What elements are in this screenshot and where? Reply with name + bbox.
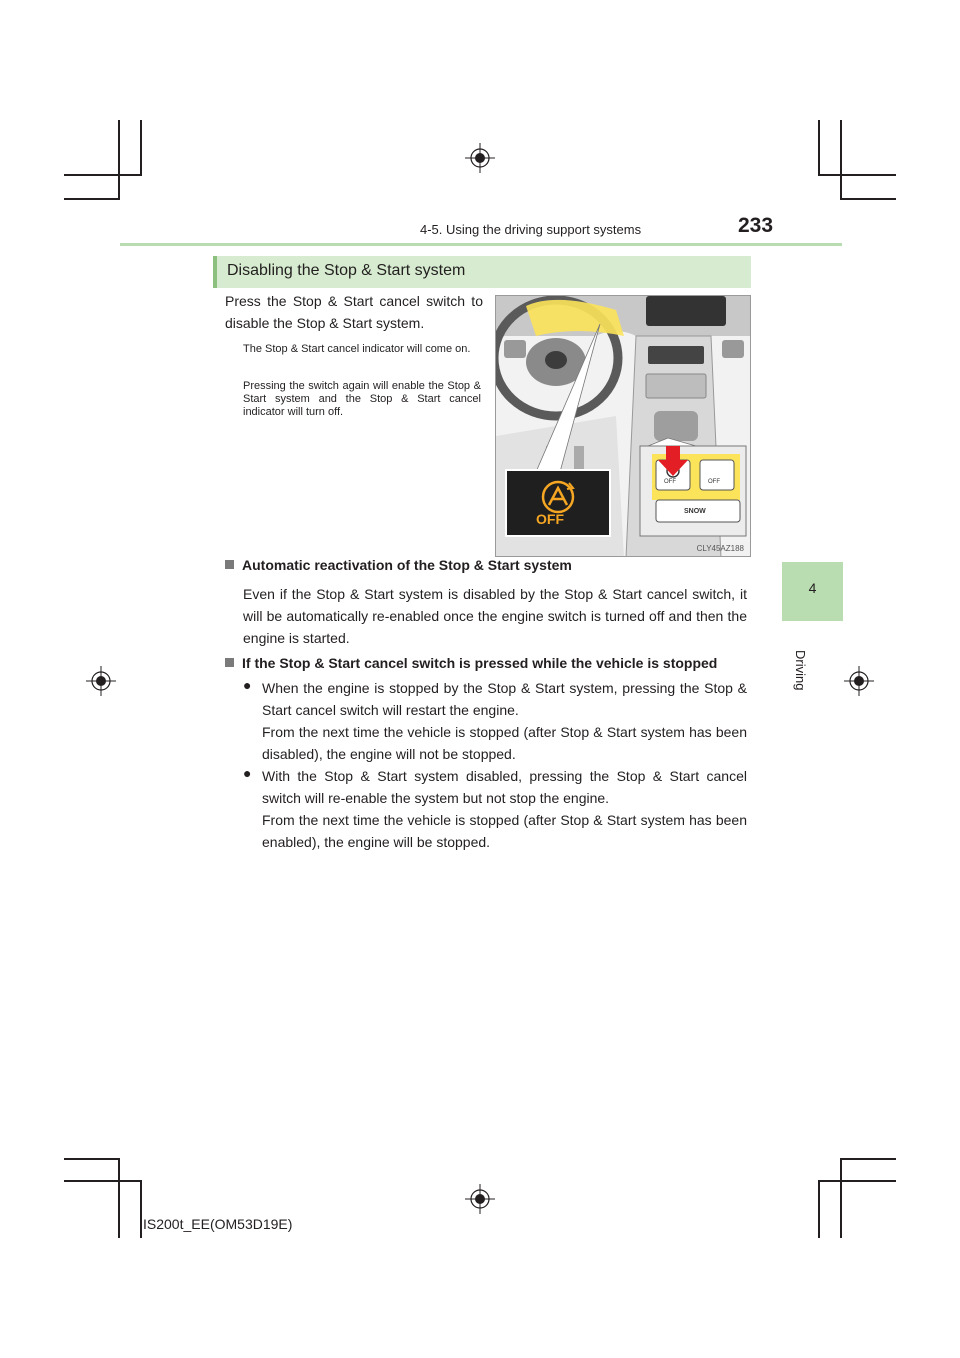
cockpit-drawing bbox=[496, 296, 751, 557]
chapter-tab bbox=[782, 562, 843, 621]
chapter-name: Driving bbox=[793, 650, 808, 691]
dashboard-illustration bbox=[495, 295, 751, 557]
registration-mark-right-icon bbox=[844, 666, 874, 696]
bullet-re-enable-system-followup: From the next time the vehicle is stopped (after Stop & Start system has been enabled), the engine will be stopped. bbox=[262, 812, 747, 850]
running-header-section: 4-5. Using the driving support systems bbox=[420, 222, 642, 237]
switch-off-label-2: OFF bbox=[708, 479, 720, 485]
square-bullet-icon bbox=[225, 658, 234, 667]
bullet-restart-engine: When the engine is stopped by the Stop & Start system, pressing the Stop & Start cancel switch will restart the engine. bbox=[262, 680, 747, 718]
header-rule bbox=[120, 243, 842, 246]
intro-text: Press the Stop & Start cancel switch to disable the Stop & Start system. bbox=[225, 293, 483, 331]
bullet-restart-engine-followup: From the next time the vehicle is stopped (after Stop & Start system has been disabled), the engine will not be stopped. bbox=[262, 724, 747, 762]
registration-mark-left-icon bbox=[86, 666, 116, 696]
topic-text-auto-reactivation: Even if the Stop & Start system is disabled by the Stop & Start cancel switch, it will be automatically re-enabled once the engine switch is turned off and then the engine is started. bbox=[243, 586, 747, 646]
topic-heading-auto-reactivation: Automatic reactivation of the Stop & Start system bbox=[225, 557, 572, 573]
intro-note-re-enable: Pressing the switch again will enable the Stop & Start system and the Stop & Start cancel indicator will turn off. bbox=[243, 380, 481, 418]
topic-heading-pressed-while-stopped: If the Stop & Start cancel switch is pressed while the vehicle is stopped bbox=[225, 655, 717, 671]
round-bullet-icon: ● bbox=[243, 765, 252, 781]
square-bullet-icon bbox=[225, 560, 234, 569]
chapter-number: 4 bbox=[808, 580, 817, 596]
section-title: Disabling the Stop & Start system bbox=[227, 262, 466, 279]
document-id: IS200t_EE(OM53D19E) bbox=[143, 1216, 293, 1232]
registration-mark-top-icon bbox=[465, 143, 495, 173]
intro-note-indicator-on: The Stop & Start cancel indicator will come on. bbox=[243, 343, 471, 355]
registration-mark-bottom-icon bbox=[465, 1184, 495, 1214]
section-header bbox=[213, 256, 751, 288]
round-bullet-icon: ● bbox=[243, 677, 252, 693]
illustration-code: CLY45AZ188 bbox=[696, 544, 744, 553]
page-number: 233 bbox=[738, 214, 774, 237]
bullet-re-enable-system: With the Stop & Start system disabled, pressing the Stop & Start cancel switch will re-enable the system but not stop the engine. bbox=[262, 768, 747, 806]
snow-switch-label: SNOW bbox=[684, 508, 706, 515]
switch-off-label-1: OFF bbox=[664, 479, 676, 485]
indicator-off-label: OFF bbox=[536, 511, 564, 527]
